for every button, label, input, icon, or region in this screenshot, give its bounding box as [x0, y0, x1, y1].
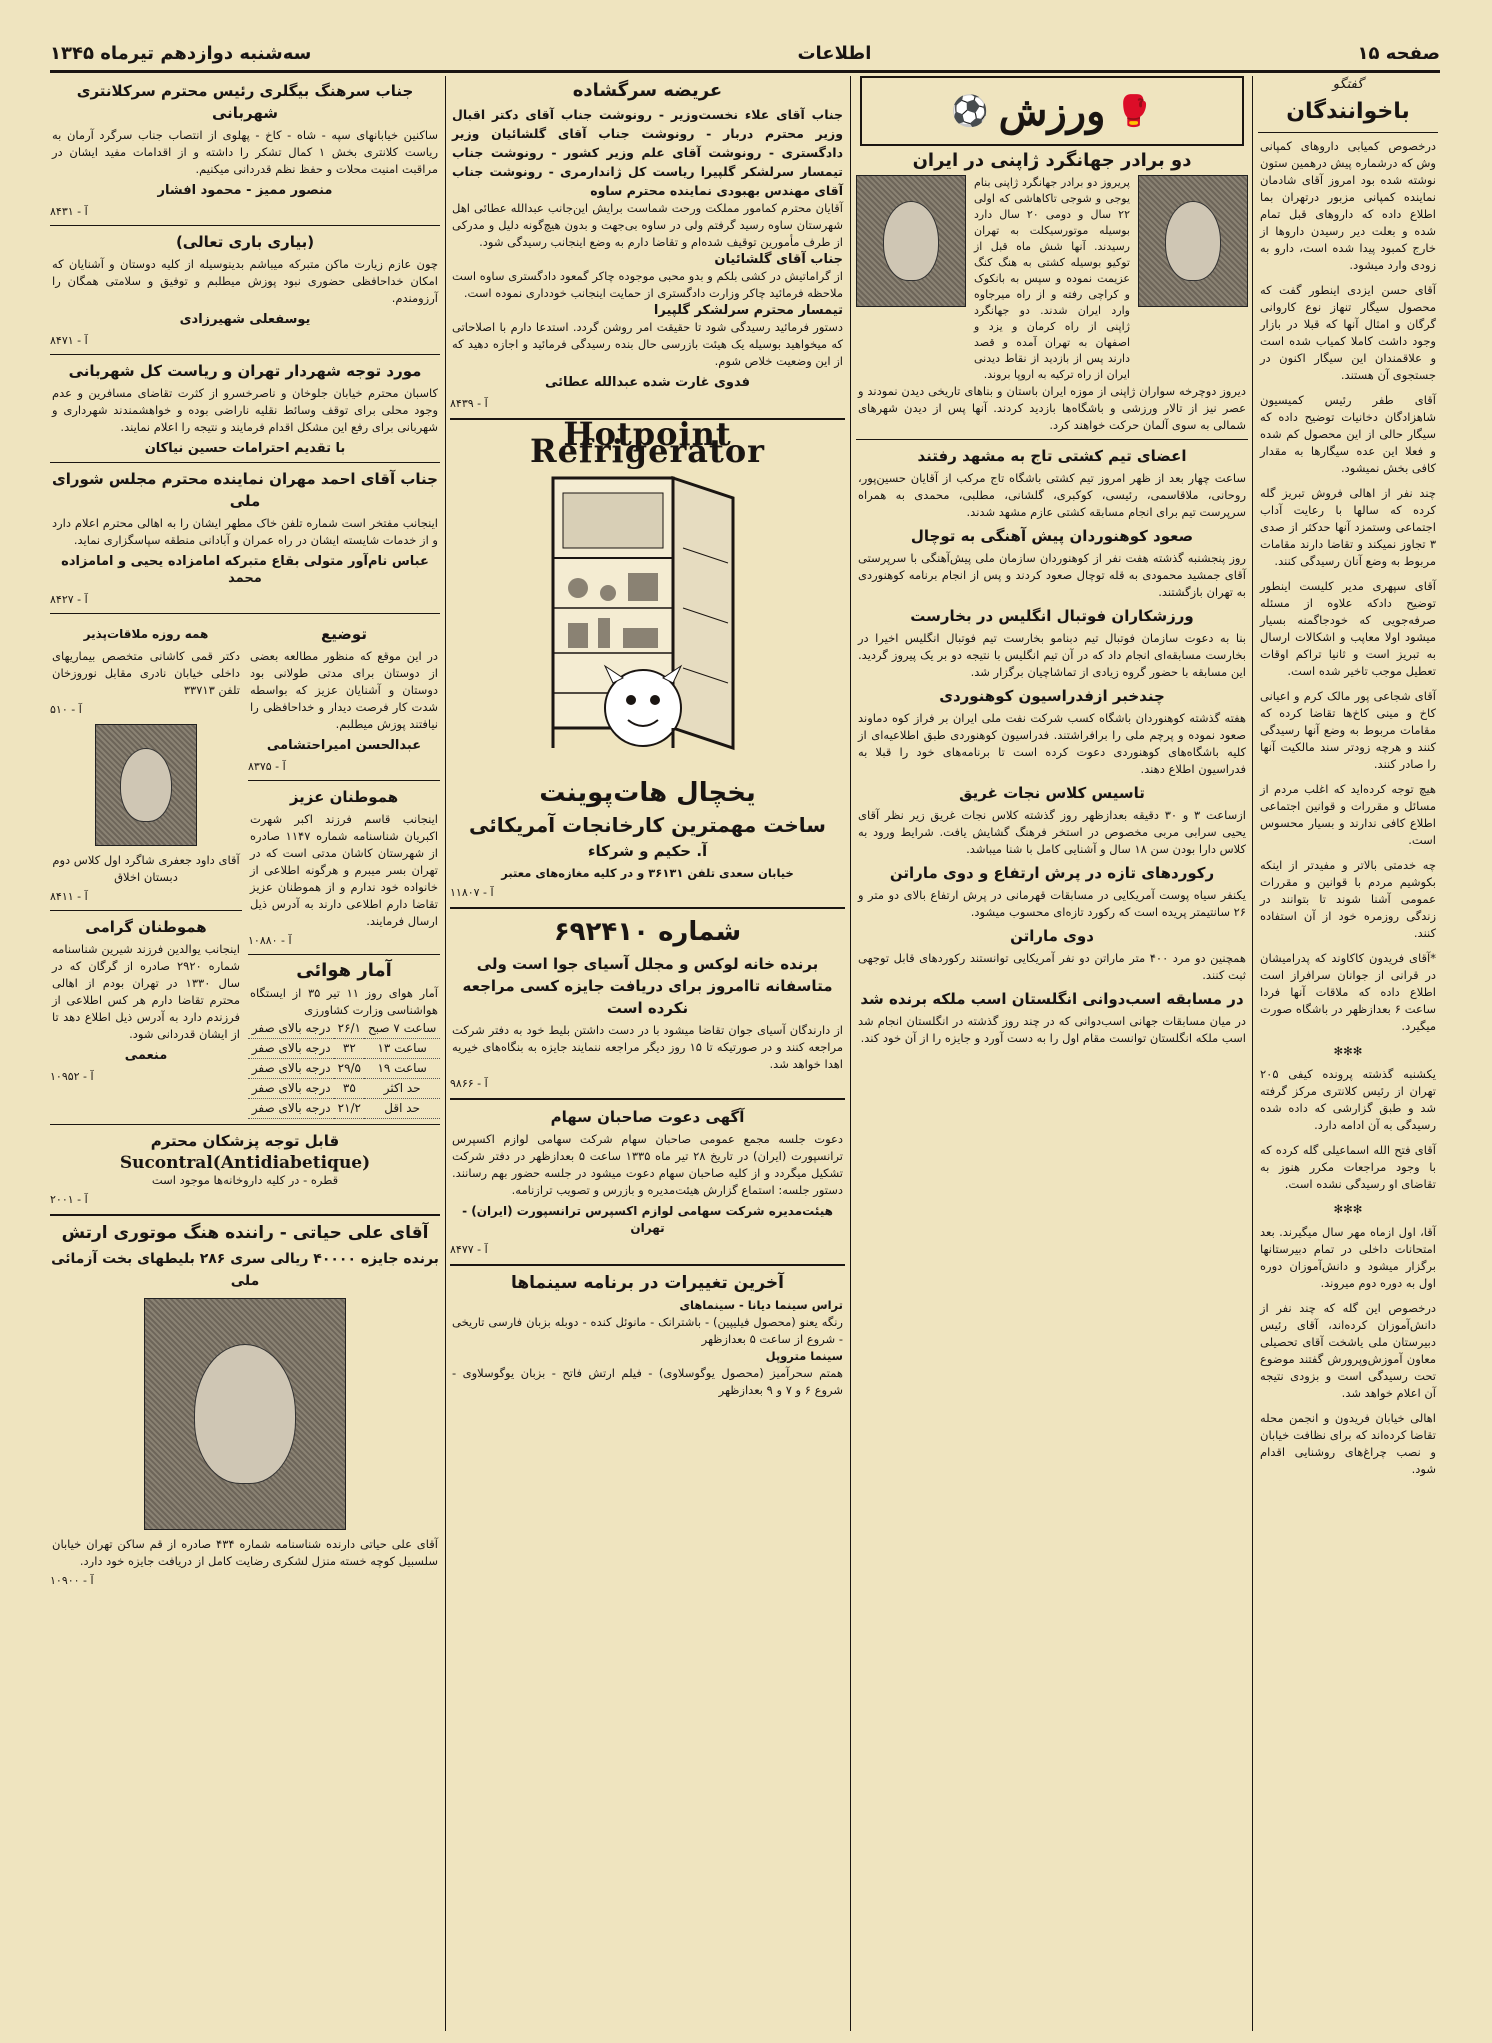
readers-paragraph: اهالی خیابان فریدون و انجمن محله تقاضا کرده‌اند که برای نظافت خیابان و نصب چراغ‌های روشنایی اقدام شود. [1260, 1411, 1436, 1476]
ad-code: آ - ۱۰۹۰۰ [50, 1574, 94, 1587]
table-cell: درجه بالای صفر [248, 1059, 334, 1079]
table-cell: ساعت ۷ صبح [364, 1019, 440, 1039]
divider [50, 1124, 440, 1125]
notice-text: اینجانب یوالدین فرزند شیرین شناسنامه شماره ۲۹۲۰ صادره از گرگان که در سال ۱۳۳۰ در تهران بودم از اهالی محترم تقاضا دارم هر کس اطلاعی از فرزندم دارد به آدرس ذیل اطلاع دهد تا از ایشان قدردانی شود. [52, 942, 240, 1041]
ad-code: آ - ۲۰۰۱ [50, 1193, 88, 1206]
table-cell: درجه بالای صفر [248, 1099, 334, 1119]
notice-title: توضیع [321, 625, 367, 643]
petition-text: آقایان محترم کمامور مملکت ورحت شماست برایش این‌جانب عبدالله عطائی اهل شهرستان ساوه رسید گرفتم ولی در ساوه بی‌جهت و بدون هیچ‌گونه دلیل و مدرکی از طرف مأمورین توقیف شده‌ام و تقاضا دارم به وضع اینجانب رسیدگی شود. [452, 201, 843, 249]
notice-signature: منعمی [124, 1048, 168, 1063]
notice-text: کاسبان محترم خیابان جلوخان و ناصرخسرو از کثرت تقاضای مسافرین و عدم وجود محلی برای توقف وسائط نقلیه ناراضی بوده و خواهشمندند شهرداری و شهربانی برای رفع این مشکل اقدام فرمایند و نتیجه را اعلام نمایند. [52, 386, 438, 434]
column-rule [850, 76, 851, 2031]
cinema-title: آخرین تغییرات در برنامه سینماها [511, 1273, 784, 1293]
notice-text: دکتر قمی کاشانی متخصص بیماریهای داخلی خیابان نادری مقابل نوروزخان تلفن ۳۳۷۱۳ [52, 649, 240, 697]
table-cell: ۳۲ [334, 1039, 364, 1059]
notice-signature: عباس نام‌آور متولی بقاع متبرکه امامزاده یحیی و امامزاده محمد [61, 554, 429, 586]
readers-paragraph: آقای شجاعی پور مالک کرم و اعیانی کاخ و مینی کاخ‌ها تقاضا کرده که مقامات مربوط به وضع آنها رسیدگی کنند و هرچه زودتر سند مالکیت آنها را صادر کنند. [1260, 689, 1436, 771]
readers-paragraph: آقای حسن ایزدی اینطور گفت که محصول سیگار تنهاز نوع کاروانی گرگان و امثال آنها که قبلا در بازار وجود داشت کاملا کمیاب شده است و علاقمندان این سیگار اکنون در جستجوی آن هستند. [1260, 283, 1436, 382]
meeting-title: آگهی دعوت صاحبان سهام [550, 1108, 745, 1126]
page-header [50, 36, 1440, 73]
divider [1258, 132, 1438, 133]
petition-subhead: جناب آقای گلشائیان [714, 252, 843, 267]
refrigerator-illustration [533, 468, 763, 768]
ad-address: خیابان سعدی تلفن ۳۶۱۳۱ و در کلیه مغازه‌های معتبر [501, 866, 794, 880]
japanese-traveler-photo [856, 175, 966, 307]
face-icon [1165, 201, 1221, 281]
weather-title: آمار هوائی [296, 960, 392, 981]
readers-paragraph: چند نفر از اهالی فروش تبریز گله کرده که سالها با رعایت آداب اجتماعی وستمزد آنها حدکثر از صدی ۳ تجاوز نمیکند و تقاضا دارند مقامات مربوط به وضع آنان رسیدگی کنند. [1260, 486, 1436, 568]
cinema-text: رنگه یعنو (محصول فیلیپین) - باشترانک - مانوئل کنده - دوبله بزبان فارسی تاریخی - شروع از ساعت ۵ بعدازظهر [452, 1315, 843, 1346]
notice-text: در این موقع که منظور مطالعه بعضی از دوستان برای مدتی طولانی بود دوستان و آشنایان عزیز که بواسطه شدت کار فرصت دیدار و خداحافظی را نیافتند پوزش میطلبم. [250, 649, 438, 731]
table-cell: ۲۹/۵ [334, 1059, 364, 1079]
cinema-line: سینما متروپل [765, 1349, 843, 1363]
notice-text: آقای علی حیاتی دارنده شناسنامه شماره ۴۳۴ صادره از قم ساکن تهران خیابان سلسبیل کوچه خسته منزل لشکری رضایت کامل از دریافت جایزه خود دارد. [52, 1537, 438, 1568]
divider [856, 439, 1248, 440]
table-row [248, 1099, 440, 1119]
divider [450, 907, 845, 909]
divider [50, 613, 440, 614]
petition-text: دستور فرمائید رسیدگی شود تا حقیقت امر روشن گردد. استدعا دارم با اصلاحاتی که میخواهید بوسیله یک هیئت بازرسی حال بنده رسیدگی فرمائید و اجازه دهید که از این وضعیت خلاص شوم. [452, 320, 843, 368]
page-number: صفحه ۱۵ [1357, 42, 1440, 64]
notice-text: چون عازم زیارت ماکن متبرکه میباشم بدینوسیله از کلیه دوستان و آشنایان که امکان خداحافظی حضوری نبود پوزش میطلبم و توفیق و سلامتی همگان را آرزومندم. [52, 257, 438, 305]
table-cell: حد اقل [364, 1099, 440, 1119]
table-cell: ۲۶/۱ [334, 1019, 364, 1039]
ad-code: آ - ۱۰۹۵۲ [50, 1070, 94, 1083]
readers-paragraph: آقای سپهری مدیر کلیست اینطور توضیح دادکه علاوه از مسئله صرفه‌جویی که خودجاگمنه بسیار میشود اولا معاپب و اشکالات ارسال به تبریز است و ثانیا تراکم اوقات تعطیل موجب تاخیر شده است. [1260, 579, 1436, 678]
student-photo [95, 724, 197, 846]
story-headline: اعضای تیم کشتی تاج به مشهد رفتند [917, 447, 1187, 465]
readers-text [1260, 138, 1436, 1478]
readers-paragraph: آقای طفر رئیس کمیسیون شاهزادگان دخانیات توضیح داده که سیگار حالی از این محصول کم شده و فعلا این عده سیگارها به مقدار کافی بخش نمیشود. [1260, 393, 1436, 475]
petition-signature: فدوی غارت شده عبدالله عطائی [544, 375, 751, 390]
notice-title: جناب سرهنگ بیگلری رئیس محترم سرکلانتری شهربانی [76, 82, 414, 122]
ad-subtitle: ساخت مهمترین کارخانجات آمریکائی [469, 813, 826, 837]
meeting-signature: هیئت‌مدیره شرکت سهامی لوازم اکسپرس ترانسپورت (ایران) - تهران [462, 1204, 833, 1235]
lottery-subtitle: برنده خانه لوکس و مجلل آسیای جوا است ولی متاسفانه تاامروز برای دریافت جایزه کسی مراجعه نکرده است [462, 955, 833, 1017]
readers-title: باخوانندگان [1286, 99, 1410, 124]
table-row [248, 1079, 440, 1099]
readers-paragraph: درخصوص این گله که چند نفر از دانش‌آموزان کرده‌اند، آقای رئیس دبیرستان ملی یاشخت آقای تحصیلی معاون آموزش‌وپرورش گفتند موضوع تحت رسیدگی است و بزودی نتیجه آن اعلام خواهد شد. [1260, 1301, 1436, 1400]
center-column [450, 76, 845, 2031]
table-cell: ساعت ۱۳ [364, 1039, 440, 1059]
weather-table [248, 1019, 440, 1119]
divider [50, 910, 242, 911]
star-separator: ✻✻✻ [1333, 1202, 1363, 1216]
table-cell: درجه بالای صفر [248, 1019, 334, 1039]
notice-title: هموطنان عزیز [289, 788, 399, 806]
notice-signature: با تقدیم احترامات حسین نیاکان [144, 441, 346, 456]
column-rule [1252, 76, 1253, 2031]
table-cell: ساعت ۱۹ [364, 1059, 440, 1079]
ad-code: آ - ۸۴۳۹ [450, 397, 488, 410]
notice-title: همه روزه ملاقات‌پذیر [83, 627, 209, 641]
star-separator: ✻✻✻ [1333, 1044, 1363, 1058]
meeting-text: دعوت جلسه مجمع عمومی صاحبان سهام شرکت سهامی لوازم اکسپرس ترانسپورت (ایران) در تاریخ ۲۸ تیر ماه ۱۳۳۵ ساعت ۵ بعدازظهر در دفتر شرکت تشکیل میگردد و از کلیه صاحبان سهام دعوت میشود در جلسه حضور بهم رسانند. دستور جلسه: استماع گزارش هیئت‌مدیره و بازرس و تصویب ترازنامه. [452, 1132, 844, 1197]
sport-masthead-title: ورزش [998, 87, 1106, 135]
winner-photo [144, 1298, 346, 1530]
readers-paragraph: چه خدمتی بالاتر و مفیدتر از اینکه بکوشیم مردم با قوانین و مقررات عمومی آشنا شوند تا بتوانند در زندگی روزمره خود از آن استفاده کنند. [1260, 858, 1436, 940]
story-headline: چندخبر ازفدراسیون کوهنوردی [939, 687, 1165, 705]
story-text: ساعت چهار بعد از ظهر امروز تیم کشتی باشگاه تاج مرکب از آقایان حسین‌پور، روحانی، ملاقاسمی، رئیسی، کوکبری، گلشانی، مطلبی، محمدی به همراه سرپرست تیم برای انجام مسابقه کشتی عازم مشهد شدند. [858, 471, 1246, 519]
story-text: روز پنجشنبه گذشته هفت نفر از کوهنوردان سازمان ملی پیش‌آهنگی با سرپرستی آقای جمشید محمودی به قله توچال صعود کردند و پس از انجام برنامه کوهنوردی به تهران بازگشتند. [858, 551, 1246, 599]
notice-text: اینجانب قاسم فرزند اکبر شهرت اکبریان شناسنامه شماره ۱۱۴۷ صادره از شهرستان کاشان مدتی است که در تهران بسر میبرم و هرگونه اطلاعی از خانواده خود ندارم و از هموطنان عزیز تقاضا دارم اطلاعی دارند به آدرس ذیل ارسال فرمایند. [250, 812, 439, 928]
column-rule [445, 76, 446, 2031]
ad-code: آ - ۸۴۷۱ [50, 334, 88, 347]
story-headline: رکوردهای تازه در پرش ارتفاع و دوی ماراتن [889, 864, 1215, 882]
ad-code: آ - ۸۴۱۱ [50, 890, 88, 903]
ad-code: آ - ۱۱۸۰۷ [450, 886, 494, 899]
divider [450, 1098, 845, 1100]
table-row [248, 1019, 440, 1039]
readers-paragraph: هیچ توجه کرده‌اید که اغلب مردم از مسائل و مقررات و قوانین اجتماعی اطلاع کافی ندارند و بسیار محسوس است. [1260, 782, 1436, 847]
story-text: بنا به دعوت سازمان فوتبال تیم دبنامو بخارست تیم فوتبال انگلیس اخیرا در بخارست مسابقه‌ای انجام داد که در آن تیم انگلیس با نتیجه دو بر یک پیروز گردید. این مسابقه با حضور گروه زیادی از تماشاچیان برگزار شد. [858, 631, 1246, 679]
notice-signature: یوسفعلی شهیرزادی [179, 312, 311, 327]
hotpoint-brand: Hotpoint Refrigerator [529, 415, 766, 470]
face-icon [120, 748, 172, 822]
readers-paragraph: یکشنبه گذشته پرونده کیفی ۲۰۵ تهران از رئیس کلانتری مرکز گرفته شد و طبق گزارشی که داده شده رسیدگی به آن ادامه دارد. [1260, 1067, 1436, 1132]
table-cell: ۳۵ [334, 1079, 364, 1099]
ad-code: آ - ۵۱۰ [50, 703, 82, 716]
ad-code: آ - ۸۳۷۵ [248, 760, 286, 773]
story-headline: در مسابقه اسب‌دوانی انگلستان اسب ملکه برنده شد [860, 990, 1244, 1008]
photo-caption: آقای داود جعفری شاگرد اول کلاس دوم دبستان اخلاق [52, 853, 240, 884]
notice-signature: عبدالحسن امیراحتشامی [266, 738, 422, 753]
story-text: هفته گذشته کوهنوردان باشگاه کسب شرکت نفت ملی ایران بر فراز کوه دماوند صعود نموده و پرچم ملی را برافراشتند. فدراسیون کوهنوردی طبق اطلاعیه‌ای از کلیه باشگاه‌های کوهنوردی دعوت کرده است تا برنامه‌های خود را قبلا به فدراسیون اطلاع دهند. [858, 711, 1246, 776]
notice-title: جناب آقای احمد مهران نماینده محترم مجلس شورای ملی [52, 470, 438, 510]
notice-text: قطره - در کلیه داروخانه‌ها موجود است [151, 1173, 339, 1187]
notice-text: ساکنین خیابانهای سپه - شاه - کاخ - پهلوی از انتصاب جناب سرگرد آرمان به ریاست کلانتری بخش ۱ کمال تشکر را داشته و از اقدامات مفید ایشان در مراقبت امنیت محلات و حفظ نظم قدردانی میکنیم. [52, 128, 439, 176]
football-icon: ⚽ [951, 93, 989, 129]
japanese-traveler-photo [1138, 175, 1248, 307]
table-cell: درجه بالای صفر [248, 1079, 334, 1099]
notice-signature: منصور ممیز - محمود افشار [157, 183, 333, 198]
cinema-text: همتم سحرآمیز (محصول یوگوسلاوی) - فیلم ارتش فاتح - بزبان یوگوسلاوی - شروع ۶ و ۷ و ۹ بعدازظهر [452, 1366, 843, 1397]
table-cell: ۲۱/۲ [334, 1099, 364, 1119]
divider [50, 462, 440, 463]
story-text: در میان مسابقات جهانی اسب‌دوانی که در چند روز گذشته در انگلستان انجام شد اسب ملکه انگلستان توانست مقام اول را به دست آورد و جایزه را از آن خود کند. [858, 1014, 1246, 1045]
story-headline: صعود کوهنوردان پیش آهنگی به توچال [910, 527, 1194, 545]
table-row [248, 1039, 440, 1059]
story-headline: دو برادر جهانگرد ژاپنی در ایران [912, 150, 1192, 171]
paper-name: اطلاعات [797, 42, 872, 64]
story-text: همچنین دو مرد ۴۰۰ متر ماراتن دو نفر آمریکایی توانستند رکوردهای قابل توجهی ثبت کنند. [858, 951, 1246, 982]
notice-text: اینجانب مفتخر است شماره تلفن خاک مطهر ایشان را به اهالی محترم اعلام دارد و از خدمات شایسته ایشان در راه عمران و آبادانی منطقه سپاسگزاری نماید. [52, 516, 438, 547]
readers-paragraph: آقای فتح الله اسماعیلی گله کرده که با وجود مراجعات مکرر هنوز به تقاضای او رسیدگی نشده است. [1260, 1143, 1436, 1191]
story-headline: تاسیس کلاس نجات غریق [959, 784, 1145, 802]
petition-title: عریضه سرگشاده [572, 80, 723, 101]
divider [50, 354, 440, 355]
readers-kicker: گفتگو [1332, 77, 1364, 92]
lottery-text: از دارندگان آسیای جوان تقاضا میشود با در دست داشتن بلیط خود به دفتر شرکت مراجعه کنند و در صورتیکه تا ۱۵ روز دیگر مراجعه ننمایند جایزه به بنگاه‌های خیریه اهدا خواهد شد. [452, 1023, 844, 1071]
divider [450, 1264, 845, 1266]
petition-subhead: تیمسار محترم سرلشکر گلپیرا [653, 303, 843, 318]
issue-date: سه‌شنبه دوازدهم تیرماه ۱۳۴۵ [50, 42, 312, 64]
ad-company: آ. حکیم و شرکاء [587, 842, 708, 860]
drug-name: Sucontral(Antidiabetique) [119, 1153, 371, 1173]
petition-lead: جناب آقای علاء نخست‌وزیر - رونوشت جناب آقای دکتر اقبال وزیر محترم دربار - رونوشت جناب آقای گلشائیان وزیر دادگستری - رونوشت آقای علم وزیر کشور - رونوشت جناب تیمسار سرلشکر گلپیرا ریاست کل ژاندارمری - رونوشت جناب آقای مهندس بهبودی نماینده محترم ساوه [452, 107, 843, 198]
refrigerator-icon [533, 468, 763, 768]
lottery-number: شماره ۶۹۲۴۱۰ [553, 917, 742, 947]
cinema-line: تراس سینما دیانا - سینماهای [679, 1298, 843, 1312]
story-text: پریروز دو برادر جهانگرد ژاپنی بنام یوجی و شوجی تاکاهاشی که اولی ۲۲ سال و دومی ۲۰ سال دارد بوسیله موتورسیکلت به تهران رسیدند. آنها شش ماه قبل از توکیو بوسیله کشتی به هنگ کنگ عزیمت نموده و سپس به بانکوک و کراچی رفته و از راه میرجاوه وارد ایران شدند. دو جهانگرد ژاپنی از راه کرمان و یزد و اصفهان به تهران آمده و قصد دارند پس از بازدید از نقاط دیدنی ایران از راه ترکیه به اروپا بروند. [974, 176, 1130, 381]
sport-masthead [860, 76, 1244, 146]
ad-code: آ - ۸۴۷۷ [450, 1243, 488, 1256]
left-subcolumn [248, 619, 440, 1119]
notice-title: هموطنان گرامی [85, 918, 207, 936]
notice-title: قابل توجه پزشکان محترم [150, 1132, 340, 1150]
ad-title: یخچال هات‌پوینت [539, 778, 756, 808]
notice-title: (بیاری باری تعالی) [175, 233, 315, 251]
story-headline: ورزشکاران فوتبال انگلیس در بخارست [910, 607, 1194, 625]
readers-paragraph: درخصوص کمیابی داروهای کمپانی وش که درشماره پیش درهمین ستون نوشته شده بود امروز آقای شادمان نماینده کمپانی مزبور درتهران بما اطلاع داده که داروهای قبل تمام شده و بعلت دیر رسیدن داروها از خارج کمبود پیدا شده است، دارو به زودی وارد میشود. [1260, 139, 1436, 272]
table-row [248, 1059, 440, 1079]
divider [248, 954, 440, 955]
weather-intro: آمار هوای روز ۱۱ تیر ۳۵ از ایستگاه هواشناسی وزارت کشاورزی [250, 986, 439, 1017]
ad-code: آ - ۸۴۲۷ [50, 593, 88, 606]
notice-title: آقای علی حیاتی - راننده هنگ موتوری ارتش [61, 1223, 429, 1243]
table-cell: حد اکثر [364, 1079, 440, 1099]
notice-title: مورد توجه شهردار تهران و ریاست کل شهربانی [68, 362, 422, 380]
ad-code: آ - ۱۰۸۸۰ [248, 934, 292, 947]
ad-code: آ - ۹۸۶۶ [450, 1077, 488, 1090]
readers-paragraph: آقا، اول ازماه مهر سال میگیرند. بعد امتحانات داخلی در تمام دبیرستانها برگزار میشود و دانش‌آموزان دوره اول به دوره دوم میروند. [1260, 1225, 1436, 1290]
divider [50, 1214, 440, 1216]
readers-paragraph: *آقای فریدون کاکاوند که پدرامیشان در قرانی از جوانان سرافراز است اطلاع داده که ملاقات آنها فردا ساعت ۶ بعدازظهر در باشگاه صورت میگیرد. [1260, 951, 1437, 1033]
face-icon [194, 1344, 296, 1484]
petition-text: از گراماتیش در کشی بلکم و بدو محبی موجوده چاکر گمعود دادگستری ساوه است ملاحظه فرمائید چاکر وزارت دادگستری از حمایت اینجانب خودداری نموده است. [452, 269, 843, 300]
readers-column [1258, 76, 1438, 2031]
ad-code: آ - ۸۴۳۱ [50, 205, 88, 218]
boxer-icon: 🥊 [1115, 93, 1153, 129]
story-text: دیروز دوچرخه سواران ژاپنی از موزه ایران باستان و بناهای تاریخی دیدن نمودند و عصر نیز از تالار ورزشی و باشگاه‌ها بازدید کردند. آنها پس از دیدن شهرهای شمالی به سوی آلمان حرکت خواهند کرد. [858, 384, 1246, 432]
story-text: ازساعت ۳ و ۳۰ دقیقه بعدازظهر روز گذشته کلاس نجات غریق زیر نظر آقای یحیی سرابی مربی مخصوص در استخر فرهنگ گشایش یافت. شرایط ورود به کلاس دارا بودن سن ۱۸ سال و آشنایی کامل با شنا میباشد. [858, 808, 1246, 856]
story-text: یکنفر سیاه پوست آمریکایی در مسابقات قهرمانی در پرش ارتفاع بالای دو متر و ۲۶ سانتیمتر پریده است که رکورد تازه‌ای محسوب میشود. [858, 888, 1246, 919]
face-icon [883, 201, 939, 281]
notices-column [50, 76, 440, 2031]
sport-column [856, 76, 1248, 2031]
divider [50, 225, 440, 226]
lottery-winner-line: برنده جایزه ۴۰۰۰۰ ریالی سری ۲۸۶ بلیطهای بخت آزمائی ملی [51, 1251, 439, 1289]
right-subcolumn [50, 619, 242, 1119]
divider [248, 780, 440, 781]
table-cell: درجه بالای صفر [248, 1039, 334, 1059]
story-headline: دوی ماراتن [1010, 927, 1094, 945]
